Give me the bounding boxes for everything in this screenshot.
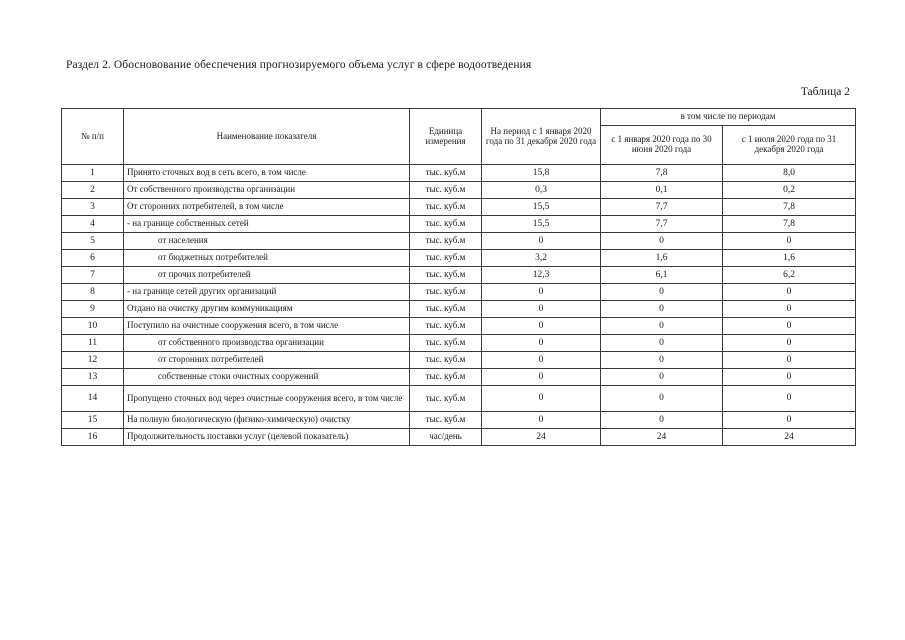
row-period2-value: 7,8 [723,216,856,233]
header-period-total: На период с 1 января 2020 года по 31 декабря 2020 года [482,109,601,165]
row-total-value: 24 [482,429,601,446]
row-unit: тыс. куб.м [410,182,482,199]
row-number: 11 [62,335,124,352]
row-total-value: 0 [482,352,601,369]
row-period1-value: 7,8 [601,165,723,182]
row-indicator-name: от прочих потребителей [124,267,410,284]
header-unit: Единица измерения [410,109,482,165]
row-total-value: 15,5 [482,216,601,233]
row-number: 13 [62,369,124,386]
row-unit: тыс. куб.м [410,284,482,301]
row-period1-value: 0 [601,233,723,250]
row-period2-value: 0 [723,335,856,352]
row-total-value: 3,2 [482,250,601,267]
table-row [62,165,856,182]
row-period1-value: 0 [601,352,723,369]
row-period2-value: 1,6 [723,250,856,267]
row-total-value: 0 [482,386,601,412]
row-number: 8 [62,284,124,301]
row-period1-value: 1,6 [601,250,723,267]
table-row [62,233,856,250]
header-num: № п/п [62,109,124,165]
table-row [62,429,856,446]
row-indicator-name: от бюджетных потребителей [124,250,410,267]
row-unit: тыс. куб.м [410,386,482,412]
row-indicator-name: - на границе сетей других организаций [124,284,410,301]
row-unit: тыс. куб.м [410,199,482,216]
row-number: 4 [62,216,124,233]
table-row [62,318,856,335]
row-number: 12 [62,352,124,369]
row-total-value: 12,3 [482,267,601,284]
row-unit: тыс. куб.м [410,301,482,318]
row-period2-value: 0 [723,352,856,369]
row-total-value: 15,5 [482,199,601,216]
row-indicator-name: собственные стоки очистных сооружений [124,369,410,386]
row-period2-value: 0 [723,233,856,250]
row-unit: тыс. куб.м [410,165,482,182]
row-number: 16 [62,429,124,446]
row-indicator-name: от населения [124,233,410,250]
row-indicator-name: Отдано на очистку другим коммуникациям [124,301,410,318]
row-unit: тыс. куб.м [410,216,482,233]
table-row [62,386,856,412]
row-unit: тыс. куб.м [410,412,482,429]
row-period1-value: 7,7 [601,199,723,216]
row-indicator-name: От сторонних потребителей, в том числе [124,199,410,216]
row-indicator-name: От собственного производства организации [124,182,410,199]
row-number: 15 [62,412,124,429]
row-total-value: 0 [482,318,601,335]
section-title: Раздел 2. Обосновование обеспечения прогнозируемого объема услуг в сфере водоотведения [66,59,532,71]
row-period2-value: 0 [723,301,856,318]
indicators-table [61,108,856,446]
row-number: 9 [62,301,124,318]
row-period2-value: 0,2 [723,182,856,199]
table-row [62,301,856,318]
row-total-value: 0 [482,233,601,250]
row-period2-value: 6,2 [723,267,856,284]
table-label: Таблица 2 [800,86,850,98]
row-number: 1 [62,165,124,182]
row-total-value: 0 [482,301,601,318]
row-period2-value: 24 [723,429,856,446]
row-unit: тыс. куб.м [410,267,482,284]
row-unit: тыс. куб.м [410,250,482,267]
row-number: 7 [62,267,124,284]
table-row [62,216,856,233]
row-indicator-name: Продолжительность поставки услуг (целевой показатель) [124,429,410,446]
row-period2-value: 7,8 [723,199,856,216]
table-row [62,412,856,429]
row-period1-value: 0 [601,412,723,429]
row-number: 10 [62,318,124,335]
row-period2-value: 8,0 [723,165,856,182]
row-unit: тыс. куб.м [410,318,482,335]
table-row [62,267,856,284]
table-row [62,250,856,267]
row-number: 14 [62,386,124,412]
header-period-2: с 1 июля 2020 года по 31 декабря 2020 года [723,126,856,165]
row-period1-value: 0 [601,318,723,335]
row-period2-value: 0 [723,369,856,386]
row-period1-value: 7,7 [601,216,723,233]
row-unit: тыс. куб.м [410,369,482,386]
table-row [62,352,856,369]
table-row [62,369,856,386]
row-period2-value: 0 [723,386,856,412]
row-period1-value: 24 [601,429,723,446]
row-indicator-name: Принято сточных вод в сеть всего, в том числе [124,165,410,182]
header-periods-group: в том числе по периодам [601,109,856,126]
row-total-value: 15,8 [482,165,601,182]
row-period2-value: 0 [723,284,856,301]
row-period2-value: 0 [723,318,856,335]
table-row [62,335,856,352]
row-number: 2 [62,182,124,199]
header-name: Наименование показателя [124,109,410,165]
row-number: 3 [62,199,124,216]
row-period1-value: 0 [601,284,723,301]
row-number: 6 [62,250,124,267]
row-unit: час/день [410,429,482,446]
row-indicator-name: от собственного производства организации [124,335,410,352]
row-total-value: 0 [482,335,601,352]
row-period1-value: 0 [601,301,723,318]
header-period-1: с 1 января 2020 года по 30 июня 2020 года [601,126,723,165]
table-body [62,165,856,446]
row-indicator-name: Пропущено сточных вод через очистные сооружения всего, в том числе [124,386,410,412]
table-row [62,199,856,216]
row-total-value: 0,3 [482,182,601,199]
row-unit: тыс. куб.м [410,352,482,369]
row-period2-value: 0 [723,412,856,429]
row-period1-value: 0,1 [601,182,723,199]
row-indicator-name: от сторонних потребителей [124,352,410,369]
row-period1-value: 0 [601,335,723,352]
row-total-value: 0 [482,284,601,301]
table-row [62,182,856,199]
row-total-value: 0 [482,412,601,429]
row-indicator-name: На полную биологическую (физико-химическую) очистку [124,412,410,429]
row-unit: тыс. куб.м [410,233,482,250]
row-unit: тыс. куб.м [410,335,482,352]
row-total-value: 0 [482,369,601,386]
row-indicator-name: - на границе собственных сетей [124,216,410,233]
row-number: 5 [62,233,124,250]
row-period1-value: 0 [601,369,723,386]
row-period1-value: 6,1 [601,267,723,284]
row-period1-value: 0 [601,386,723,412]
table-row [62,284,856,301]
row-indicator-name: Поступило на очистные сооружения всего, в том числе [124,318,410,335]
